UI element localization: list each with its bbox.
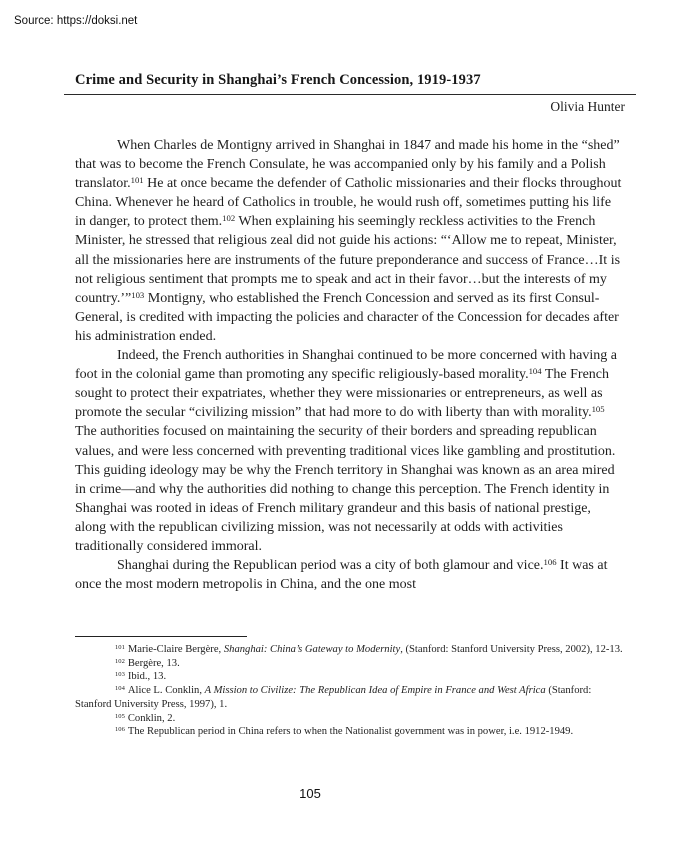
article-body: [75, 136, 625, 594]
title-rule: [64, 94, 636, 95]
footnote-reference: 105: [591, 404, 605, 415]
article: [75, 72, 625, 594]
footnote: [75, 657, 625, 671]
footnote-text: Ibid., 13.: [127, 671, 167, 683]
footnote-number: 106: [115, 726, 125, 734]
footnote-block: [75, 636, 625, 739]
italic-text: A Mission to Civilize: The Republican Idea of Empire in France and West Africa: [204, 685, 546, 697]
footnote-text: Conklin, 2.: [127, 712, 176, 724]
footnote: [75, 712, 625, 726]
paragraph: Shanghai during the Republican period was a city of both glamour and vice.$^{106}$ It was at once the most modern metropolis in China, and the one most: [75, 557, 608, 593]
footnote: [75, 684, 625, 711]
footnote-text: The Republican period in China refers to when the Nationalist government was in power, i.e. 1912-1949.: [127, 726, 574, 738]
footnote-reference: 104: [528, 366, 542, 377]
footnote-text: Bergère, 13.: [127, 657, 180, 669]
footnote-text: Marie-Claire Bergère, Shanghai: China’s Gateway to Modernity, (Stanford: Stanford University Press, 2002), 12-13.: [127, 644, 623, 655]
footnote-number: 104: [115, 685, 125, 693]
footnote-reference: 101: [130, 175, 144, 186]
page-number: 105: [299, 786, 321, 801]
footnote-number: 101: [115, 644, 125, 652]
paragraph: When Charles de Montigny arrived in Shanghai in 1847 and made his home in the “shed” that was to become the French Consulate, he was accompanied only by his family and a Polish translator.$^{101}$ He at once became the defender of Catholic missionaries and their flocks throughout China. Whenever he heard of Catholics in trouble, he would rush off, sometimes putting his life in danger, to protect them.$^{102}$ When explaining his seemingly reckless activities to the French Minister, he stressed that religious zeal did not guide his actions: “‘Allow me to repeat, Minister, all the missionaries here are instruments of the future preponderance and success of France…It is not religious sentiment that prompts me to speak and act in their favor…but the interests of my country.’”$^{103}$ Montigny, who established the French Concession and served as its first Consul-General, is credited with impacting the policies and character of the Concession for decades after his administration ended.: [75, 138, 622, 344]
footnote: [75, 725, 625, 739]
footnotes: [75, 643, 625, 739]
paragraph: Indeed, the French authorities in Shanghai continued to be more concerned with having a foot in the colonial game than promoting any specific religiously-based morality.$^{104}$ The French sought to protect their expatriates, whether they were missionaries or entrepreneurs, as well as promote the secular “civilizing mission” that had more to do with liberty than with morality.$^{105}$ The authorities focused on maintaining the security of their borders and spreading republican values, and were less concerned with preventing traditional vices like gambling and prostitution. This guiding ideology may be why the French territory in Shanghai was known as an area mired in crime—and why the authorities did nothing to change this perception. The French identity in Shanghai was rooted in ideas of French military grandeur and this basis of national prestige, along with the republican civilizing mission, was not necessarily at odds with activities traditionally considered immoral.: [75, 348, 617, 554]
footnote-number: 102: [115, 657, 125, 665]
footnote-reference: 103: [131, 289, 145, 300]
footnote-reference: 106: [543, 557, 557, 568]
footnote-number: 105: [115, 712, 125, 720]
footnote-number: 103: [115, 671, 125, 679]
article-title: Crime and Security in Shanghai’s French Concession, 1919-1937: [75, 72, 481, 88]
author-name: Olivia Hunter: [550, 99, 625, 114]
footnote: [75, 643, 625, 657]
footnote-text: Alice L. Conklin, A Mission to Civilize: The Republican Idea of Empire in France and West Africa (Stanford: Stanford University Press, 1997), 1.: [75, 685, 592, 710]
footnote-separator: [75, 636, 247, 637]
source-url: Source: https://doksi.net: [14, 15, 138, 27]
italic-text: Shanghai: China’s Gateway to Modernity: [223, 644, 401, 655]
footnote: [75, 670, 625, 684]
footnote-reference: 102: [222, 213, 236, 224]
